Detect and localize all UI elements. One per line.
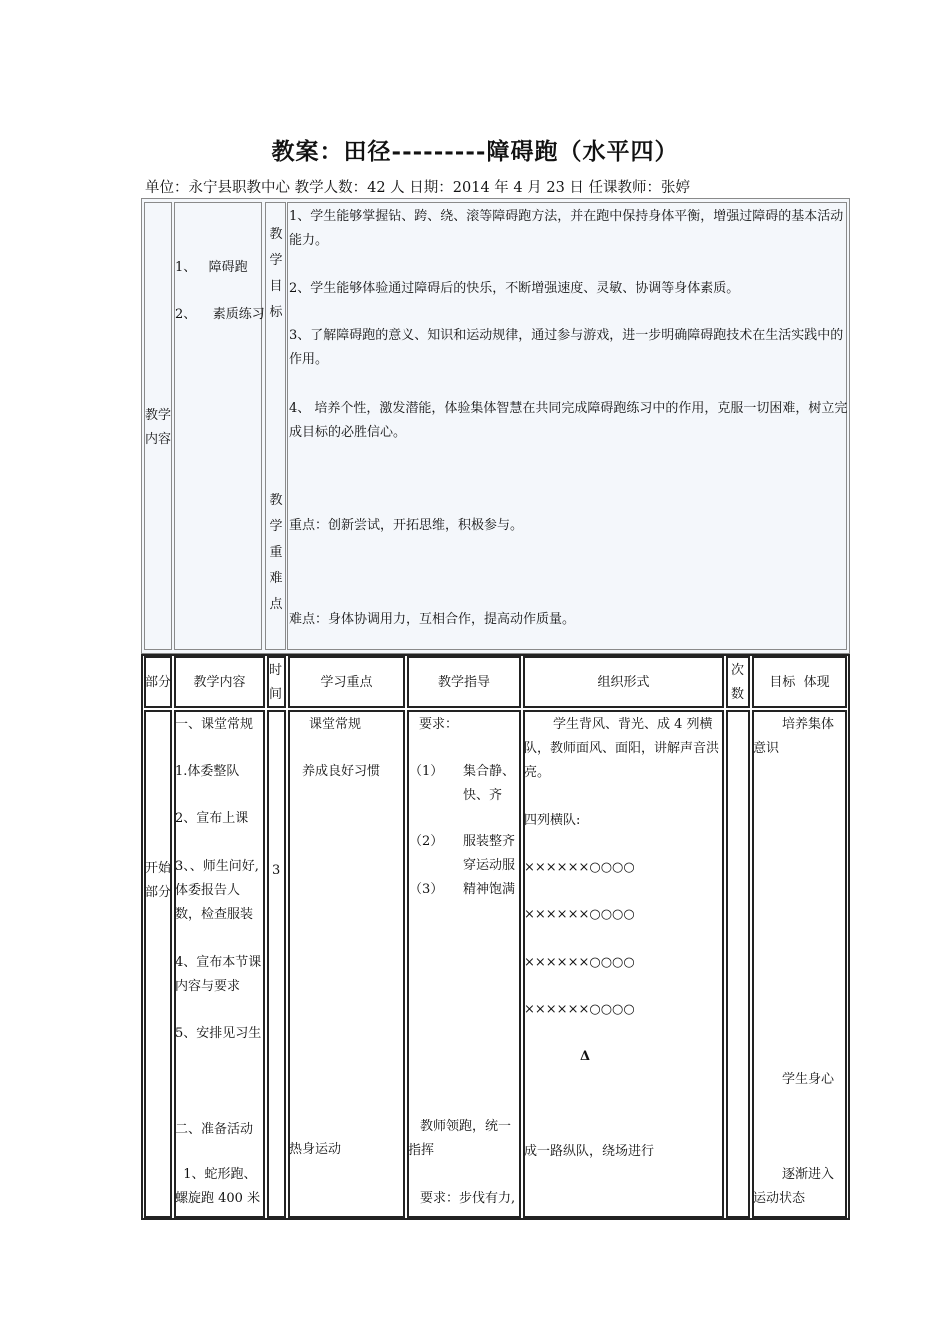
header-guide: 教学指导 [437, 675, 490, 690]
content-line: 1.体委整队 [175, 764, 240, 779]
content-line: 3、、师生问好, [175, 859, 259, 874]
content-line: 1、蛇形跑、 [175, 1167, 257, 1182]
goals-label-char: 学 [269, 253, 283, 268]
content-line: 5、安排见习生 [175, 1026, 262, 1041]
guide-lead-a: 教师领跑，统一 [420, 1119, 512, 1134]
content-line: 4、宣布本节课 [175, 955, 262, 970]
goals-label-char: 教 [269, 227, 283, 242]
header-focus: 学习重点 [320, 675, 373, 690]
org-line: 队，教师面风、面阳，讲解声音洪 [524, 741, 720, 756]
focus-line: 课堂常规 [309, 717, 362, 732]
body-count-cell [726, 710, 750, 1218]
goal-3: 3、了解障碍跑的意义、知识和运动规律，通过参与游戏，进一步明确障碍跑技术在生活实践中的作用。 [289, 328, 844, 367]
header-time-1: 时 [269, 663, 283, 678]
goal-line: 培养集体 [782, 717, 835, 732]
header-time-2: 间 [269, 687, 283, 702]
guide-text: 精神饱满 [463, 882, 516, 897]
content-line: 数，检查服装 [175, 907, 254, 922]
guide-req: 要求： [419, 717, 459, 732]
goal-1: 1、学生能够掌握钻、跨、绕、滚等障碍跑方法，并在跑中保持身体平衡，增强过障碍的基本活动能力。 [289, 209, 844, 248]
goal-line: 逐渐进入 [782, 1167, 835, 1182]
focus-line: 养成良好习惯 [302, 764, 381, 779]
keypoints-label-char: 学 [269, 519, 283, 534]
goals-label-char: 目 [269, 279, 283, 294]
content-label-1: 教学 [145, 408, 172, 423]
guide-text: 服装整齐 [463, 834, 516, 849]
content-item-2: 2、 素质练习 [175, 307, 265, 322]
teacher-marker: Δ [580, 1049, 591, 1064]
guide-lead-b: 指挥 [408, 1143, 435, 1158]
goal-2: 2、学生能够体验通过障碍后的快乐，不断增强速度、灵敏、协调等身体素质。 [289, 281, 740, 296]
guide-text: 穿运动服 [463, 858, 516, 873]
difficulty: 难点：身体协调用力，互相合作，提高动作质量。 [289, 612, 576, 627]
body-time-cell [267, 710, 286, 1218]
goal-line: 学生身心 [782, 1072, 835, 1087]
row-part-2: 部分 [145, 885, 172, 900]
body-part-cell [144, 710, 172, 1218]
org-line: 四列横队: [524, 813, 581, 828]
goal-line: 运动状态 [753, 1191, 806, 1206]
goal-4: 4、 培养个性，激发潜能，体验集体智慧在共同完成障碍跑练习中的作用，克服一切困难，树立完成目标的必胜信心。 [289, 401, 848, 440]
lesson-info: 单位：永宁县职教中心 教学人数：42 人 日期：2014 年 4 月 23 日 任课教师：张婷 [145, 180, 691, 196]
keypoints-label-char: 点 [269, 597, 283, 612]
goals-label-char: 标 [269, 305, 283, 320]
content-line: 一、课堂常规 [175, 717, 254, 732]
guide-num: （3） [409, 882, 444, 897]
keypoints-label-char: 教 [269, 493, 283, 508]
content-line: 2、宣布上课 [175, 811, 249, 826]
content-line: 内容与要求 [175, 979, 241, 994]
row-part-1: 开始 [145, 861, 172, 876]
header-count-1: 次 [731, 663, 745, 678]
header-goal: 目标 体现 [769, 675, 830, 690]
content-line: 体委报告人 [175, 883, 241, 898]
header-count-2: 数 [731, 687, 745, 702]
goal-line: 意识 [753, 741, 780, 756]
formation-row: ××××××○○○○ [524, 907, 635, 922]
guide-req2: 要求：步伐有力, [420, 1191, 516, 1206]
content-line: 二、准备活动 [175, 1122, 254, 1137]
keypoints-label-char: 重 [269, 545, 283, 560]
header-content: 教学内容 [193, 675, 246, 690]
key-point: 重点：创新尝试，开拓思维，积极参与。 [289, 518, 524, 533]
guide-num: （1） [409, 764, 444, 779]
guide-num: （2） [409, 834, 444, 849]
row-time: 3 [272, 863, 281, 878]
org-line: 学生背风、背光、成 4 列横 [553, 717, 713, 732]
formation-row: ××××××○○○○ [524, 1002, 635, 1017]
org-line: 成一路纵队，绕场进行 [524, 1144, 655, 1159]
formation-row: ××××××○○○○ [524, 860, 635, 875]
content-label-2: 内容 [145, 432, 172, 447]
guide-text: 集合静、 [463, 764, 516, 779]
content-line: 螺旋跑 400 米 [175, 1191, 261, 1206]
focus-line: 热身运动 [289, 1142, 342, 1157]
guide-text: 快、齐 [463, 788, 503, 803]
keypoints-label-char: 难 [269, 571, 283, 586]
page-title: 教案：田径---------障碍跑（水平四） [271, 138, 679, 165]
formation-row: ××××××○○○○ [524, 955, 635, 970]
body-goal-cell [752, 710, 847, 1218]
org-line: 亮。 [524, 765, 551, 780]
header-org: 组织形式 [597, 675, 650, 690]
header-part: 部分 [145, 675, 172, 690]
content-item-1: 1、 障碍跑 [175, 260, 248, 275]
